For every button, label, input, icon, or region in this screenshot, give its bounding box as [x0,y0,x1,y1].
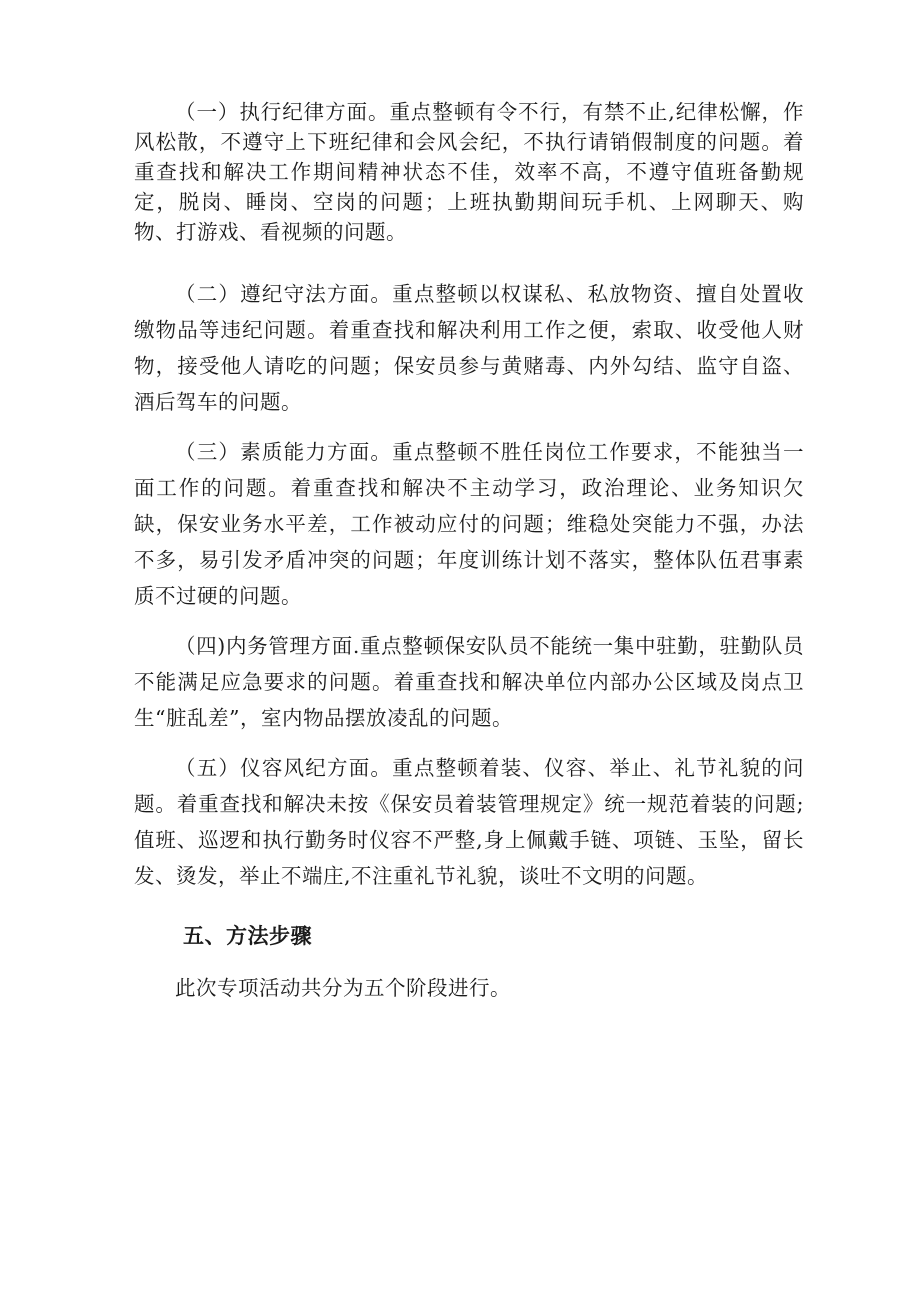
document-page [134,97,804,1006]
paragraph-discipline-execution: （一）执行纪律方面。重点整顿有令不行，有禁不止,纪律松懈，作风松散，不遵守上下班纪律和会风会纪，不执行请销假制度的问题。着重查找和解决工作期间精神状态不佳，效率不高，不遵守值班备勤规定，脱岗、睡岗、空岗的问题；上班执勤期间玩手机、上网聊天、购物、打游戏、看视频的问题。 [134,100,804,244]
paragraph-appearance-discipline: （五）仪容风纪方面。重点整顿着装、仪容、举止、礼节礼貌的问题。着重查找和解决未按《保安员着装管理规定》统一规范着装的问题;值班、巡逻和执行勤务时仪容不严整,身上佩戴手链、项链、玉坠，留长发、烫发，举止不端庄,不注重礼节礼貌，谈吐不文明的问题。 [134,756,804,888]
paragraph-quality-ability: （三）素质能力方面。重点整顿不胜任岗位工作要求，不能独当一面工作的问题。着重查找和解决不主动学习，政治理论、业务知识欠缺，保安业务水平差，工作被动应付的问题；维稳处突能力不强，办法不多，易引发矛盾冲突的问题；年度训练计划不落实，整体队伍君事素质不过硬的问题。 [134,440,804,608]
section-heading-method-steps: 五、方法步骤 [183,924,312,948]
paragraph-closing: 此次专项活动共分为五个阶段进行。 [175,976,511,1000]
paragraph-internal-management: （四)内务管理方面.重点整顿保安队员不能统一集中驻勤，驻勤队员不能满足应急要求的问题。着重查找和解决单位内部办公区域及岗点卫生“脏乱差”，室内物品摆放凌乱的问题。 [134,634,804,730]
paragraph-law-compliance: （二）遵纪守法方面。重点整顿以权谋私、私放物资、擅自处置收缴物品等违纪问题。着重查找和解决利用工作之便，索取、收受他人财物，接受他人请吃的问题；保安员参与黄赌毒、内外勾结、监守自盗、酒后驾车的问题。 [134,282,804,414]
